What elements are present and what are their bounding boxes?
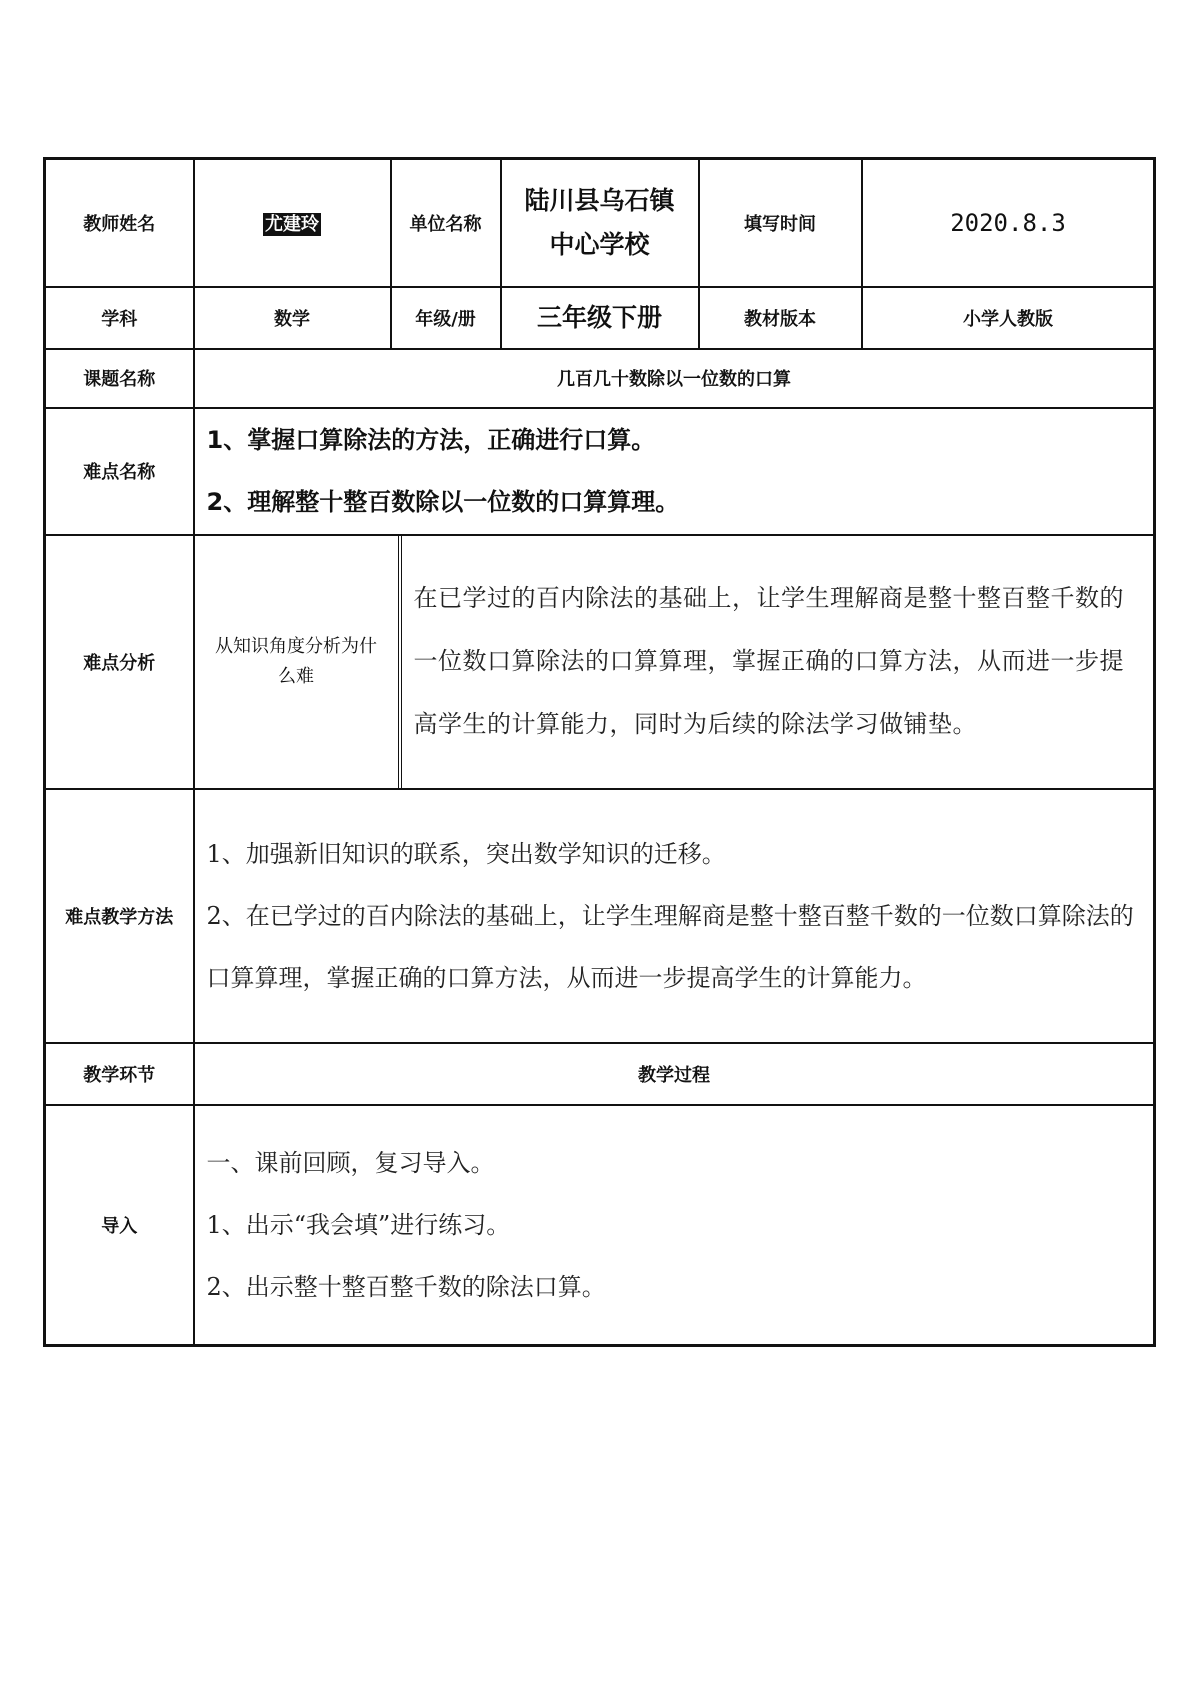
textbook-label: 教材版本 (699, 287, 862, 349)
method-list (194, 789, 1155, 1043)
stage-label: 教学环节 (45, 1043, 194, 1105)
analysis-inner-table (195, 536, 1154, 788)
table-row-topic (45, 349, 1155, 408)
difficulty-item: 1、掌握口算除法的方法，正确进行口算。 (206, 426, 656, 454)
subject-value: 数学 (194, 287, 391, 349)
method-item: 2、在已学过的百内除法的基础上，让学生理解商是整十整百整千数的一位数口算除法的口算算理，掌握正确的口算方法，从而进一步提高学生的计算能力。 (206, 901, 1134, 992)
unit-name-line1: 陆川县乌石镇 (524, 185, 675, 215)
fill-time-label: 填写时间 (699, 159, 862, 287)
topic-label: 课题名称 (45, 349, 194, 408)
analysis-cell (194, 535, 1155, 789)
teacher-name-cell (194, 159, 391, 287)
textbook-value: 小学人教版 (862, 287, 1155, 349)
method-item: 1、加强新旧知识的联系，突出数学知识的迁移。 (206, 839, 726, 868)
intro-item: 2、出示整十整百整千数的除法口算。 (206, 1272, 606, 1301)
table-row-analysis (45, 535, 1155, 789)
method-label: 难点教学方法 (45, 789, 194, 1043)
fill-time-value: 2020.8.3 (862, 159, 1155, 287)
grade-value: 三年级下册 (501, 287, 699, 349)
difficulty-label: 难点名称 (45, 408, 194, 535)
grade-label: 年级/册 (391, 287, 501, 349)
unit-name-label: 单位名称 (391, 159, 501, 287)
topic-value: 几百几十数除以一位数的口算 (194, 349, 1155, 408)
difficulty-item: 2、理解整十整百数除以一位数的口算算理。 (206, 488, 680, 516)
lesson-plan-table (43, 157, 1156, 1347)
unit-name-cell (501, 159, 699, 287)
difficulty-list (194, 408, 1155, 535)
teacher-name: 尤建玲 (265, 213, 319, 235)
table-row-difficulty (45, 408, 1155, 535)
analysis-text: 在已学过的百内除法的基础上，让学生理解商是整十整百整千数的一位数口算除法的口算算理，掌握正确的口算方法，从而进一步提高学生的计算能力，同时为后续的除法学习做铺垫。 (400, 536, 1154, 788)
teacher-name-label: 教师姓名 (45, 159, 194, 287)
intro-list (194, 1105, 1155, 1346)
unit-name-line2: 中心学校 (549, 229, 650, 259)
lesson-plan-sheet (43, 157, 1153, 1342)
table-row-header (45, 159, 1155, 287)
table-row-subject (45, 287, 1155, 349)
process-label: 教学过程 (194, 1043, 1155, 1105)
analysis-sublabel: 从知识角度分析为什么难 (215, 635, 377, 687)
table-row-intro (45, 1105, 1155, 1346)
subject-label: 学科 (45, 287, 194, 349)
intro-label: 导入 (45, 1105, 194, 1346)
intro-item: 一、课前回顾，复习导入。 (206, 1148, 495, 1177)
table-row-method (45, 789, 1155, 1043)
table-row-process-header (45, 1043, 1155, 1105)
intro-item: 1、出示“我会填”进行练习。 (206, 1210, 511, 1239)
analysis-label: 难点分析 (45, 535, 194, 789)
